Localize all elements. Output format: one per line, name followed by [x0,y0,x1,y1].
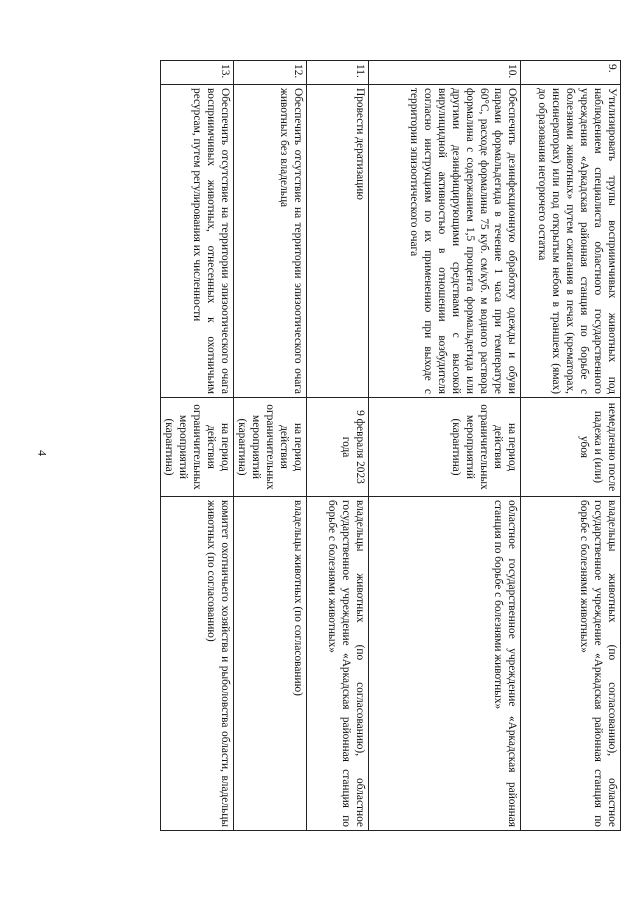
rotated-page-content [93,60,621,830]
table-row [161,61,234,831]
term-text: на период действия ограничительных мероприятий (карантина) [369,398,521,497]
row-number: 10. [369,61,521,85]
page-number: 4 [35,450,50,456]
row-number: 13. [161,61,234,85]
measure-text: Обеспечить отсутствие на территории эпизоотического очага восприимчивых животных, отнесенных к охотничьим ресурсам, путем регулирования их численности [161,85,234,398]
executors-text: владельцы животных (по согласованию), областное государственное учреждение «Аркадская районная станция по борьбе с болезнями животных» [521,497,621,831]
measure-text: Обеспечить отсутствие на территории эпизоотического очага животных без владельца [234,85,307,398]
table-row [307,61,369,831]
row-number: 12. [234,61,307,85]
term-text: на период действия ограничительных мероприятий (карантина) [161,398,234,497]
executors-text: владельцы животных (по согласованию) [234,497,307,831]
term-text: 9 февраля 2023 года [307,398,369,497]
executors-text: владельцы животных (по согласованию), областное государственное учреждение «Аркадская районная станция по борьбе с болезнями животных» [307,497,369,831]
measure-text: Утилизировать трупы восприимчивых животных под наблюдением специалиста областного государственного учреждения «Аркадская районная станция по борьбе с болезнями животных» путем сжигания в печах (крематорах, инсинераторах) или под открытым небом в траншеях (ямах) до образования негорючего остатка [521,85,621,398]
table-row [369,61,521,831]
term-text: немедленно после падежа и (или) убоя [521,398,621,497]
row-number: 11. [307,61,369,85]
term-text: на период действия ограничительных мероприятий (карантина) [234,398,307,497]
measure-text: Провести дератизацию [307,85,369,398]
executors-text: областное государственное учреждение «Аркадская районная станция по борьбе с болезнями животных» [369,497,521,831]
measure-text: Обеспечить дезинфекционную обработку одежды и обуви парами формальдегида в течение 1 часа при температуре 60°С, расходе формалина 75 куб. см/куб. м водного раствора формалина с содержанием 1,5 процента формальдегида или другими дезинфицирующими средствами с высокой вирулицидной активностью в отношении возбудителя согласно инструкциям по их применению при выходе с территории эпизоотического очага [369,85,521,398]
table-row [234,61,307,831]
measures-table [160,60,621,831]
executors-text: комитет охотничьего хозяйства и рыболовства области, владельцы животных (по согласованию) [161,497,234,831]
row-number: 9. [521,61,621,85]
table-row [521,61,621,831]
